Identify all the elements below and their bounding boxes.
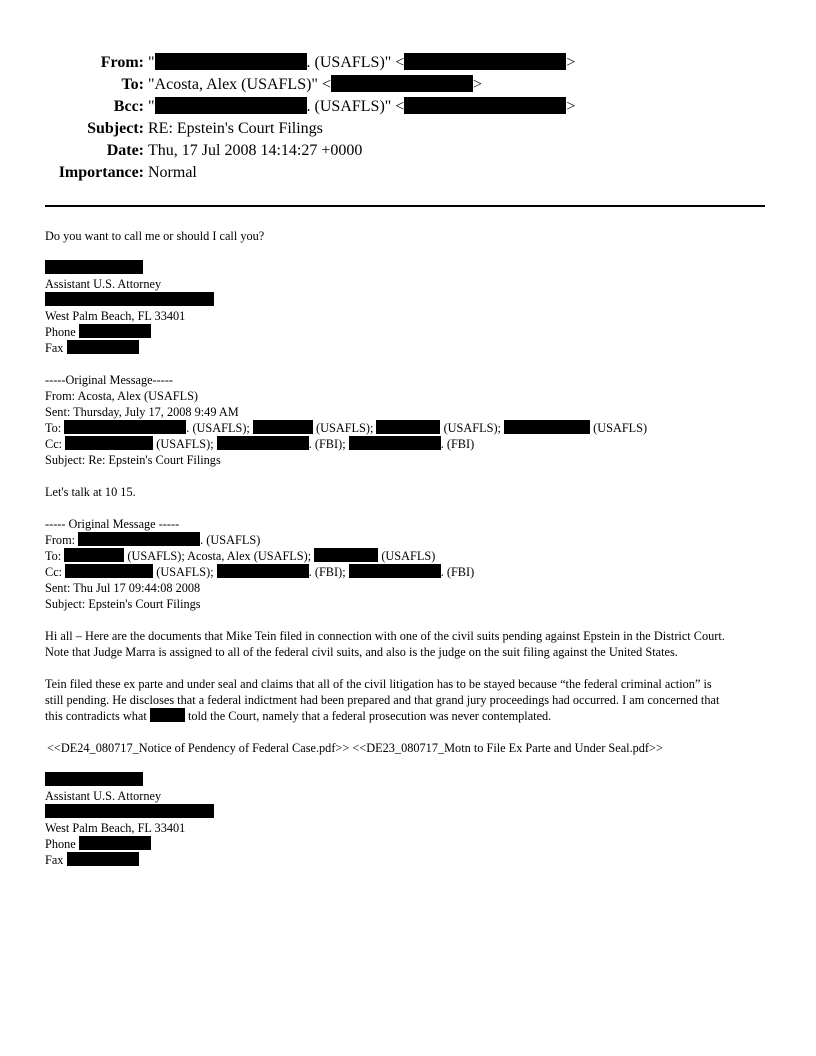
- date-row: [0, 140, 816, 162]
- importance-label: Importance:: [58, 164, 144, 181]
- from-value: " . (USAFLS)" < >: [148, 54, 576, 71]
- to-row: [0, 74, 816, 96]
- redaction-name: [45, 772, 143, 786]
- to-label: To:: [121, 76, 144, 93]
- date-value: Thu, 17 Jul 2008 14:14:27 +0000: [148, 142, 363, 159]
- bcc-label: Bcc:: [113, 98, 144, 115]
- redaction: [67, 340, 139, 354]
- redaction: [67, 852, 139, 866]
- signature-fax: Fax: [45, 852, 139, 868]
- orig1-from: From: Acosta, Alex (USAFLS): [45, 389, 199, 403]
- orig1-subject: Subject: Re: Epstein's Court Filings: [45, 453, 221, 467]
- redaction: [64, 420, 186, 434]
- opening-line: Do you want to call me or should I call you?: [45, 229, 265, 243]
- header-divider: [45, 205, 765, 207]
- redaction: [217, 564, 309, 578]
- paragraph-2-line-1: Tein filed these ex parte and under seal and claims that all of the civil litigation has to be stayed because “the federal criminal action” is: [45, 677, 712, 691]
- redaction: [331, 75, 473, 92]
- redaction: [253, 420, 313, 434]
- redaction: [79, 324, 151, 338]
- subject-row: [0, 118, 816, 140]
- bcc-value: " . (USAFLS)" < >: [148, 98, 576, 115]
- redaction: [349, 436, 441, 450]
- signature-title: Assistant U.S. Attorney: [45, 789, 162, 803]
- subject-value: RE: Epstein's Court Filings: [148, 120, 323, 137]
- paragraph-1-line-1: Hi all – Here are the documents that Mike Tein filed in connection with one of the civil suits pending against Epstein in the District Court.: [45, 629, 725, 643]
- signature-phone: Phone: [45, 836, 151, 852]
- to-value: "Acosta, Alex (USAFLS)" < >: [148, 76, 482, 93]
- paragraph-1-line-2: Note that Judge Marra is assigned to all of the federal civil suits, and also is the judge on the suit filing against the United States.: [45, 645, 678, 659]
- bcc-row: [0, 96, 816, 118]
- attachments-line: <<DE24_080717_Notice of Pendency of Federal Case.pdf>> <<DE23_080717_Motn to File Ex Parte and Under Seal.pdf>>: [47, 741, 663, 755]
- orig1-cc: Cc: (USAFLS); . (FBI); . (FBI): [45, 437, 475, 451]
- redaction: [404, 97, 566, 114]
- orig2-sent: Sent: Thu Jul 17 09:44:08 2008: [45, 581, 201, 595]
- subject-label: Subject:: [87, 120, 144, 137]
- from-row: [0, 52, 816, 74]
- redaction-address: [45, 292, 214, 306]
- redaction: [78, 532, 200, 546]
- signature-phone: Phone: [45, 324, 151, 340]
- redaction: [65, 564, 153, 578]
- redaction-name: [45, 260, 143, 274]
- date-label: Date:: [106, 142, 144, 159]
- redaction: [150, 708, 185, 722]
- from-label: From:: [100, 54, 144, 71]
- importance-value: Normal: [148, 164, 197, 181]
- redaction: [217, 436, 309, 450]
- redaction: [376, 420, 440, 434]
- redaction: [504, 420, 590, 434]
- paragraph-2-line-2: still pending. He discloses that a federal indictment had been prepared and that grand jury proceedings had occurred. I am concerned that: [45, 693, 720, 707]
- orig1-to: To: . (USAFLS); (USAFLS); (USAFLS); (USAFLS): [45, 421, 648, 435]
- paragraph-2-line-3: this contradicts what told the Court, namely that a federal prosecution was never contemplated.: [45, 709, 552, 723]
- redaction: [155, 53, 307, 70]
- original-message-divider: ----- Original Message -----: [45, 517, 180, 531]
- orig2-from: From: . (USAFLS): [45, 533, 261, 547]
- redaction: [404, 53, 566, 70]
- signature-title: Assistant U.S. Attorney: [45, 277, 162, 291]
- signature-city: West Palm Beach, FL 33401: [45, 821, 186, 835]
- redaction: [155, 97, 307, 114]
- orig1-sent: Sent: Thursday, July 17, 2008 9:49 AM: [45, 405, 239, 419]
- redaction-address: [45, 804, 214, 818]
- importance-row: [0, 162, 816, 184]
- redaction: [349, 564, 441, 578]
- orig2-to: To: (USAFLS); Acosta, Alex (USAFLS); (USAFLS): [45, 549, 436, 563]
- redaction: [64, 548, 124, 562]
- redaction: [65, 436, 153, 450]
- orig2-subject: Subject: Epstein's Court Filings: [45, 597, 201, 611]
- signature-city: West Palm Beach, FL 33401: [45, 309, 186, 323]
- redaction: [314, 548, 378, 562]
- redaction: [79, 836, 151, 850]
- orig1-message: Let's talk at 10 15.: [45, 485, 136, 499]
- signature-fax: Fax: [45, 340, 139, 356]
- original-message-divider: -----Original Message-----: [45, 373, 174, 387]
- orig2-cc: Cc: (USAFLS); . (FBI); . (FBI): [45, 565, 475, 579]
